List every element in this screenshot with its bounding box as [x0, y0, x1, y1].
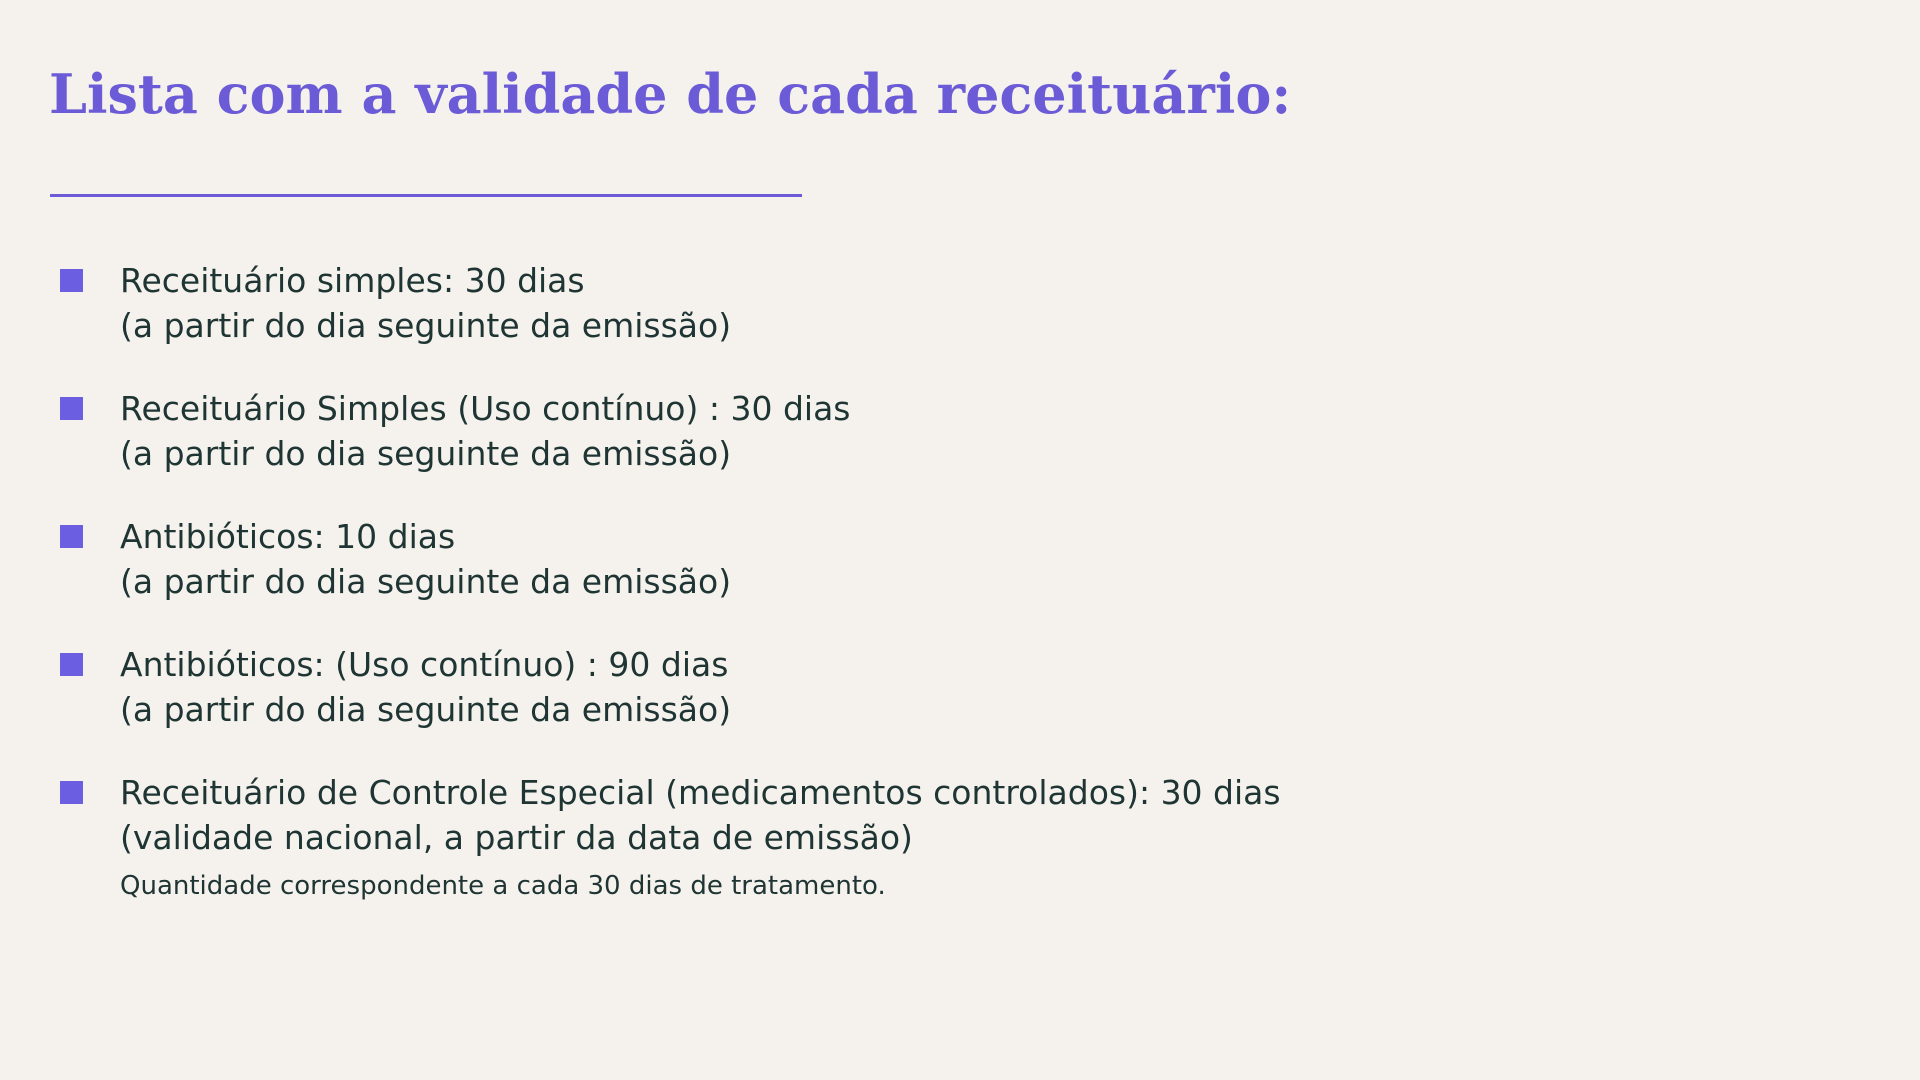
item-heading: Receituário Simples (Uso contínuo) : 30 dias — [120, 389, 851, 428]
item-detail: (a partir do dia seguinte da emissão) — [120, 434, 732, 473]
title-underline — [50, 194, 802, 197]
list-item — [0, 514, 1281, 604]
list-item — [0, 386, 1281, 476]
square-bullet-icon — [60, 269, 83, 292]
square-bullet-icon — [60, 781, 83, 804]
item-heading: Receituário simples: 30 dias — [120, 261, 585, 300]
item-detail: (a partir do dia seguinte da emissão) — [120, 306, 732, 345]
list-item — [0, 642, 1281, 732]
item-detail: (validade nacional, a partir da data de emissão) — [120, 818, 913, 857]
item-heading: Antibióticos: 10 dias — [120, 517, 456, 556]
page-title: Lista com a validade de cada receituário: — [49, 62, 1292, 126]
item-detail: (a partir do dia seguinte da emissão) — [120, 562, 732, 601]
item-heading: Antibióticos: (Uso contínuo) : 90 dias — [120, 645, 729, 684]
square-bullet-icon — [60, 397, 83, 420]
item-heading: Receituário de Controle Especial (medicamentos controlados): 30 dias — [120, 773, 1281, 812]
item-detail: (a partir do dia seguinte da emissão) — [120, 690, 732, 729]
square-bullet-icon — [60, 525, 83, 548]
validity-list — [0, 258, 1281, 942]
item-note: Quantidade correspondente a cada 30 dias de tratamento. — [120, 871, 886, 901]
list-item — [0, 258, 1281, 348]
square-bullet-icon — [60, 653, 83, 676]
list-item — [0, 770, 1281, 904]
